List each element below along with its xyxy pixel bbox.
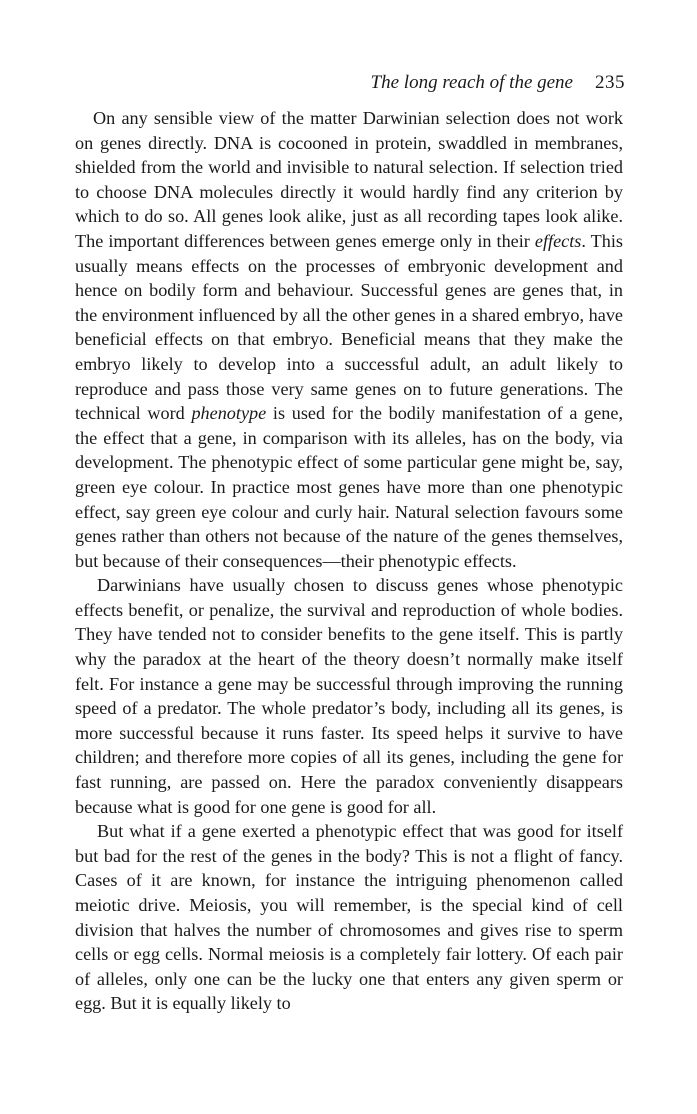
paragraph-1	[75, 106, 623, 573]
body-text	[75, 106, 623, 1016]
text-run: Darwinians have usually chosen to discuss genes whose phenotypic effects benefit, or penalize, the survival and reproduction of whole bodies. They have tended not to consider benefits to the gene itself. This is partly why the paradox at the heart of the theory doesn’t normally make itself felt. For instance a gene may be successful through improving the running speed of a predator. The whole predator’s body, including all its genes, is more successful because it runs faster. Its speed helps it survive to have children; and therefore more copies of all its genes, including the gene for fast running, are passed on. Here the paradox conveniently disappears because what is good for one gene is good for all.	[75, 575, 623, 817]
emphasis-phenotype: phenotype	[191, 403, 267, 424]
paragraph-2	[75, 573, 623, 819]
page-number: 235	[595, 72, 625, 93]
paragraph-3	[75, 819, 623, 1016]
emphasis-effects: effects	[534, 230, 582, 251]
running-title: The long reach of the gene	[370, 72, 573, 93]
text-run: On any sensible view of the matter Darwinian selection does not work on genes directly. DNA is cocooned in protein, swaddled in membranes, shielded from the world and invisible to natural selection. If selection tried to choose DNA molecules directly it would hardly find any criterion by which to do so. All genes look alike, just as all recording tapes look alike. The important differences between genes emerge only in their	[75, 108, 623, 251]
text-run: But what if a gene exerted a phenotypic effect that was good for itself but bad for the rest of the genes in the body? This is not a flight of fancy. Cases of it are known, for instance the intriguing phenomenon called meiotic drive. Meiosis, you will remember, is the special kind of cell division that halves the number of chromosomes and gives rise to sperm cells or egg cells. Normal meiosis is a completely fair lottery. Of each pair of alleles, only one can be the lucky one that enters any given sperm or egg. But it is equally likely to	[75, 821, 623, 1014]
running-head	[371, 71, 625, 95]
text-run: . This usually means effects on the processes of embryonic development and hence on bodily form and behaviour. Successful genes are genes that, in the environment influenced by all the other genes in a shared embryo, have beneficial effects on that embryo. Beneficial means that they make the embryo likely to develop into a successful adult, an adult likely to reproduce and pass those very same genes on to future generations. The technical word	[75, 230, 623, 424]
text-run: is used for the bodily manifestation of a gene, the effect that a gene, in comparison with its alleles, has on the body, via development. The phenotypic effect of some particular gene might be, say, green eye colour. In practice most genes have more than one phenotypic effect, say green eye colour and curly hair. Natural selection favours some genes rather than others not because of the nature of the genes themselves, but because of their consequences—their phenotypic effects.	[75, 403, 623, 571]
